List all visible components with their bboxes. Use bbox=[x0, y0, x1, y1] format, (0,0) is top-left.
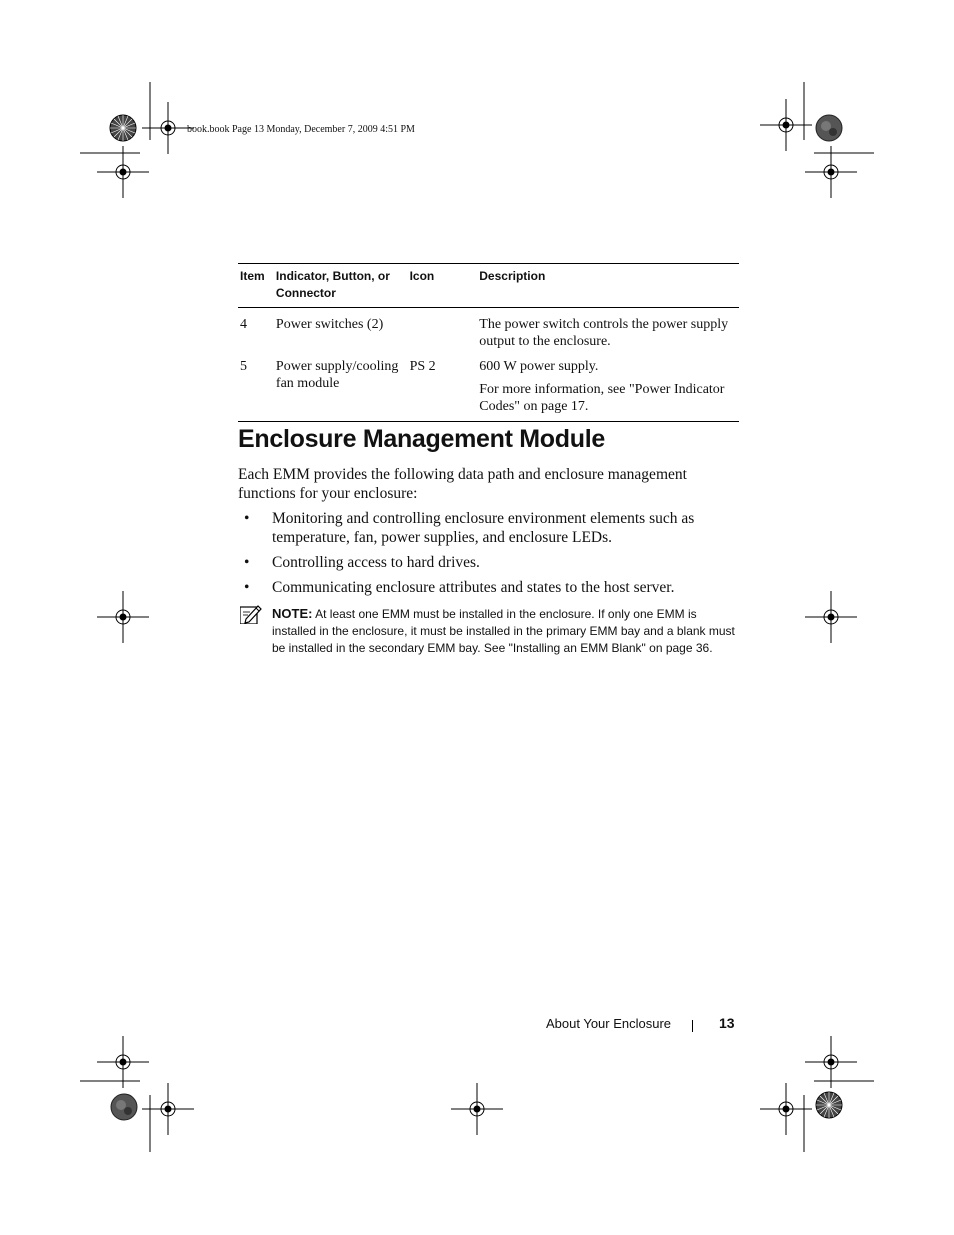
spec-table bbox=[238, 263, 739, 422]
header-item: Item bbox=[238, 264, 276, 308]
table-row bbox=[238, 308, 739, 351]
row-item: 5 bbox=[238, 350, 276, 422]
bullet-dot: • bbox=[244, 554, 250, 571]
starburst-target-icon bbox=[111, 1094, 137, 1120]
section-title: Enclosure Management Module bbox=[238, 425, 605, 453]
header-indicator: Indicator, Button, or Connector bbox=[276, 264, 410, 308]
crosshair-icon bbox=[805, 591, 857, 643]
header-description: Description bbox=[479, 264, 739, 308]
row-icon bbox=[410, 308, 480, 351]
crosshair-icon bbox=[805, 1036, 857, 1088]
crosshair-icon bbox=[97, 591, 149, 643]
description-text: For more information, see "Power Indicator Codes" on page 17. bbox=[479, 382, 725, 414]
starburst-target-icon bbox=[110, 115, 136, 141]
row-description bbox=[479, 308, 739, 351]
bullet-item: Communicating enclosure attributes and states to the host server. bbox=[272, 579, 675, 596]
row-item: 4 bbox=[240, 317, 247, 332]
row-icon: PS 2 bbox=[410, 350, 480, 422]
bullet-dot: • bbox=[244, 579, 250, 596]
header-icon: Icon bbox=[410, 264, 480, 308]
footer-chapter-title: About Your Enclosure bbox=[546, 1016, 672, 1031]
crosshair-icon bbox=[97, 146, 149, 198]
row-name: Power supply/cooling fan module bbox=[276, 350, 410, 422]
starburst-target-icon bbox=[816, 1092, 842, 1118]
bullet-dot: • bbox=[244, 510, 250, 527]
table-header-row bbox=[238, 264, 739, 308]
bullet-item: Controlling access to hard drives. bbox=[272, 554, 480, 571]
row-name: Power switches (2) bbox=[275, 317, 384, 332]
footer-divider bbox=[692, 1020, 693, 1032]
note-block bbox=[272, 605, 742, 657]
crosshair-icon bbox=[97, 1036, 149, 1088]
pencil-note-icon bbox=[240, 604, 262, 624]
crosshair-icon bbox=[805, 146, 857, 198]
section-intro: Each EMM provides the following data path and enclosure management functions for your enclosure: bbox=[238, 466, 687, 502]
starburst-target-icon bbox=[816, 115, 842, 141]
note-text: At least one EMM must be installed in the enclosure. If only one EMM is installed in the enclosure, it must be installed in the primary EMM bay and a blank must be installed in the secondary EMM bay. See "Installing an EMM Blank" on page 36. bbox=[272, 607, 735, 655]
description-text: 600 W power supply. bbox=[479, 359, 599, 374]
crosshair-icon bbox=[451, 1083, 503, 1135]
description-text: The power switch controls the power supply output to the enclosure. bbox=[479, 317, 729, 349]
bullet-item: Monitoring and controlling enclosure environment elements such as temperature, fan, power supplies, and enclosure LEDs. bbox=[272, 510, 695, 546]
page-number: 13 bbox=[719, 1015, 735, 1031]
note-label: NOTE: bbox=[272, 606, 313, 621]
print-slug: book.book Page 13 Monday, December 7, 2009 4:51 PM bbox=[187, 124, 415, 135]
table-row bbox=[238, 350, 739, 422]
row-description bbox=[479, 350, 739, 422]
